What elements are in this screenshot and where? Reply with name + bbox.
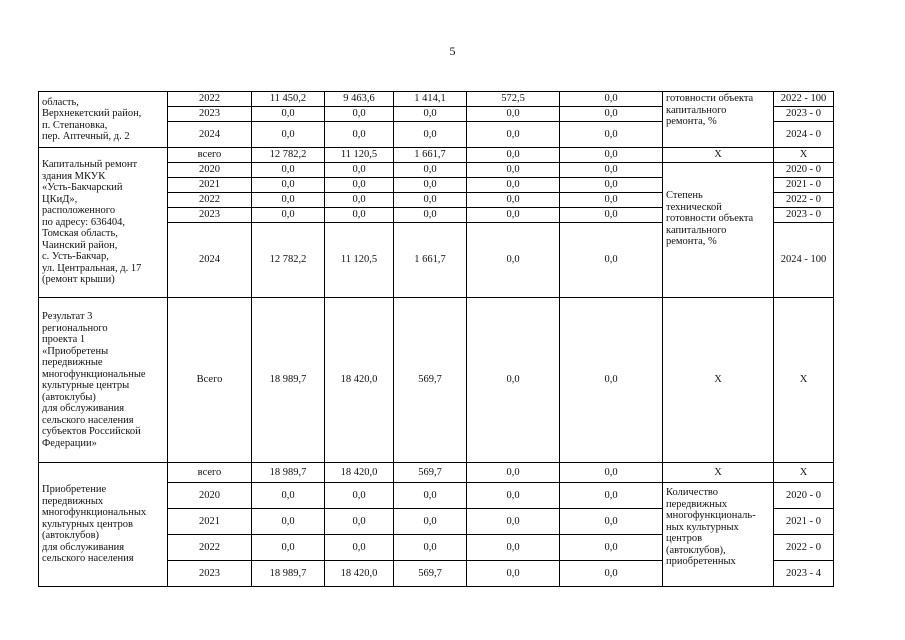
period-cell: Всего: [168, 298, 252, 463]
local-cell: 0,0: [467, 535, 560, 561]
other-cell: 0,0: [560, 193, 663, 208]
indicator-line: Степень: [666, 190, 703, 202]
target-value-cell: 2021 - 0: [774, 509, 834, 535]
total-cell: 18 989,7: [252, 463, 325, 483]
indicator-line: Количество: [666, 487, 719, 498]
local-cell: 0,0: [467, 223, 560, 298]
name-line: с. Усть-Бакчар,: [42, 251, 109, 263]
regional-cell: 569,7: [394, 463, 467, 483]
other-cell: 0,0: [560, 122, 663, 148]
period-cell: 2023: [168, 561, 252, 587]
target-value-cell: Х: [774, 148, 834, 163]
indicator-line: ремонта, %: [666, 116, 717, 127]
target-value-cell: 2023 - 4: [774, 561, 834, 587]
regional-cell: 569,7: [394, 298, 467, 463]
federal-cell: 0,0: [325, 193, 394, 208]
other-cell: 0,0: [560, 535, 663, 561]
name-line: передвижных: [42, 495, 104, 507]
target-value-cell: 2022 - 0: [774, 535, 834, 561]
name-line: Верхнекетский район,: [42, 108, 142, 119]
name-line: Томская область,: [42, 228, 118, 240]
other-cell: 0,0: [560, 163, 663, 178]
indicator-line: центров: [666, 533, 703, 544]
regional-cell: 1 661,7: [394, 223, 467, 298]
local-cell: 0,0: [467, 483, 560, 509]
indicator-line: готовности объекта: [666, 213, 754, 225]
name-line: культурных центров: [42, 518, 133, 530]
other-cell: 0,0: [560, 208, 663, 223]
federal-cell: 0,0: [325, 163, 394, 178]
name-line: по адресу: 636404,: [42, 216, 125, 228]
name-line: многофункциональных: [42, 507, 147, 519]
other-cell: 0,0: [560, 298, 663, 463]
federal-cell: 0,0: [325, 122, 394, 148]
local-cell: 0,0: [467, 509, 560, 535]
period-cell: всего: [168, 148, 252, 163]
other-cell: 0,0: [560, 463, 663, 483]
period-cell: 2024: [168, 223, 252, 298]
regional-cell: 0,0: [394, 193, 467, 208]
total-cell: 0,0: [252, 122, 325, 148]
federal-cell: 0,0: [325, 509, 394, 535]
name-line: субъектов Российской: [42, 426, 141, 437]
target-value-cell: 2020 - 0: [774, 163, 834, 178]
local-cell: 0,0: [467, 163, 560, 178]
other-cell: 0,0: [560, 509, 663, 535]
regional-cell: 1 414,1: [394, 92, 467, 107]
other-cell: 0,0: [560, 178, 663, 193]
regional-cell: 0,0: [394, 535, 467, 561]
indicator-line: приобретенных: [666, 556, 736, 567]
indicator-cell: [663, 163, 774, 298]
regional-cell: 1 661,7: [394, 148, 467, 163]
name-line: для обслуживания: [42, 541, 125, 553]
total-cell: 11 450,2: [252, 92, 325, 107]
name-line: многофункциональные: [42, 368, 146, 380]
name-line: Приобретение: [42, 484, 107, 496]
regional-cell: 0,0: [394, 208, 467, 223]
total-cell: 0,0: [252, 509, 325, 535]
name-line: ЦКиД»,: [42, 193, 78, 205]
name-line: для обслуживания: [42, 403, 125, 414]
regional-cell: 0,0: [394, 178, 467, 193]
table-row: [39, 92, 834, 107]
total-cell: 12 782,2: [252, 148, 325, 163]
name-line: п. Степановка,: [42, 119, 108, 131]
target-value-cell: 2023 - 0: [774, 107, 834, 122]
object-name-cell: [39, 92, 168, 148]
regional-cell: 0,0: [394, 509, 467, 535]
period-cell: 2022: [168, 535, 252, 561]
name-line: регионального: [42, 322, 108, 334]
budget-table: [38, 91, 834, 587]
indicator-line: капитального: [666, 104, 727, 116]
federal-cell: 18 420,0: [325, 561, 394, 587]
total-cell: 0,0: [252, 163, 325, 178]
other-cell: 0,0: [560, 92, 663, 107]
target-value-cell: 2021 - 0: [774, 178, 834, 193]
name-line: область,: [42, 96, 79, 108]
regional-cell: 0,0: [394, 122, 467, 148]
target-value-cell: 2023 - 0: [774, 208, 834, 223]
indicator-line: передвижных: [666, 498, 728, 510]
name-line: культурные центры: [42, 380, 130, 391]
name-line: ул. Центральная, д. 17: [42, 262, 142, 274]
period-cell: 2023: [168, 107, 252, 122]
name-line: здания МКУК: [42, 170, 106, 182]
other-cell: 0,0: [560, 148, 663, 163]
name-line: Результат 3: [42, 311, 93, 322]
table-row: [39, 148, 834, 163]
federal-cell: 18 420,0: [325, 298, 394, 463]
local-cell: 0,0: [467, 107, 560, 122]
federal-cell: 0,0: [325, 483, 394, 509]
target-value-cell: 2024 - 100: [774, 223, 834, 298]
period-cell: 2020: [168, 163, 252, 178]
regional-cell: 0,0: [394, 483, 467, 509]
period-cell: 2022: [168, 92, 252, 107]
target-value-cell: Х: [774, 463, 834, 483]
name-line: расположенного: [42, 205, 116, 217]
federal-cell: 11 120,5: [325, 223, 394, 298]
indicator-line: капитального: [666, 224, 727, 236]
period-cell: 2022: [168, 193, 252, 208]
period-cell: 2024: [168, 122, 252, 148]
total-cell: 0,0: [252, 178, 325, 193]
total-cell: 0,0: [252, 208, 325, 223]
total-cell: 12 782,2: [252, 223, 325, 298]
name-line: Чаинский район,: [42, 239, 118, 251]
object-name-cell: [39, 148, 168, 298]
target-value-cell: 2024 - 0: [774, 122, 834, 148]
name-line: (ремонт крыши): [42, 274, 115, 286]
federal-cell: 18 420,0: [325, 463, 394, 483]
name-line: «Приобретены: [42, 345, 109, 357]
target-value-cell: 2022 - 0: [774, 193, 834, 208]
local-cell: 0,0: [467, 561, 560, 587]
total-cell: 0,0: [252, 483, 325, 509]
federal-cell: 0,0: [325, 535, 394, 561]
name-line: проекта 1: [42, 334, 86, 345]
indicator-cell: [663, 483, 774, 587]
object-name-cell: [39, 298, 168, 463]
indicator-line: ных культурных: [666, 521, 739, 533]
table-row: [39, 463, 834, 483]
total-cell: 0,0: [252, 535, 325, 561]
page-number: 5: [449, 44, 456, 58]
indicator-cell: Х: [663, 298, 774, 463]
name-line: (автоклубов): [42, 530, 100, 542]
period-cell: 2021: [168, 178, 252, 193]
local-cell: 0,0: [467, 208, 560, 223]
regional-cell: 0,0: [394, 107, 467, 122]
target-value-cell: Х: [774, 298, 834, 463]
total-cell: 18 989,7: [252, 561, 325, 587]
name-line: сельского населения: [42, 553, 134, 565]
federal-cell: 9 463,6: [325, 92, 394, 107]
local-cell: 0,0: [467, 298, 560, 463]
local-cell: 572,5: [467, 92, 560, 107]
indicator-line: (автоклубов),: [666, 544, 726, 556]
other-cell: 0,0: [560, 483, 663, 509]
federal-cell: 0,0: [325, 178, 394, 193]
indicator-spacer: [666, 248, 770, 270]
indicator-cell: Х: [663, 148, 774, 163]
total-cell: 18 989,7: [252, 298, 325, 463]
object-name-cell: [39, 463, 168, 587]
regional-cell: 0,0: [394, 163, 467, 178]
local-cell: 0,0: [467, 122, 560, 148]
total-cell: 0,0: [252, 107, 325, 122]
indicator-line: многофункциональ-: [666, 510, 756, 521]
indicator-line: технической: [666, 201, 722, 213]
name-line: Капитальный ремонт: [42, 159, 138, 171]
table-row: [39, 298, 834, 463]
local-cell: 0,0: [467, 463, 560, 483]
federal-cell: 11 120,5: [325, 148, 394, 163]
other-cell: 0,0: [560, 107, 663, 122]
name-line: Федерации»: [42, 437, 97, 449]
period-cell: всего: [168, 463, 252, 483]
indicator-cell: [663, 92, 774, 148]
indicator-cell: Х: [663, 463, 774, 483]
federal-cell: 0,0: [325, 208, 394, 223]
name-line: «Усть-Бакчарский: [42, 182, 123, 194]
federal-cell: 0,0: [325, 107, 394, 122]
other-cell: 0,0: [560, 223, 663, 298]
name-line: передвижные: [42, 357, 103, 368]
name-line: пер. Аптечный, д. 2: [42, 131, 130, 142]
local-cell: 0,0: [467, 178, 560, 193]
period-cell: 2023: [168, 208, 252, 223]
period-cell: 2021: [168, 509, 252, 535]
indicator-line: ремонта, %: [666, 236, 717, 248]
target-value-cell: 2020 - 0: [774, 483, 834, 509]
local-cell: 0,0: [467, 193, 560, 208]
indicator-line: готовности объекта: [666, 93, 754, 104]
local-cell: 0,0: [467, 148, 560, 163]
regional-cell: 569,7: [394, 561, 467, 587]
target-value-cell: 2022 - 100: [774, 92, 834, 107]
other-cell: 0,0: [560, 561, 663, 587]
name-line: сельского населения: [42, 414, 134, 426]
total-cell: 0,0: [252, 193, 325, 208]
period-cell: 2020: [168, 483, 252, 509]
name-line: (автоклубы): [42, 391, 96, 403]
